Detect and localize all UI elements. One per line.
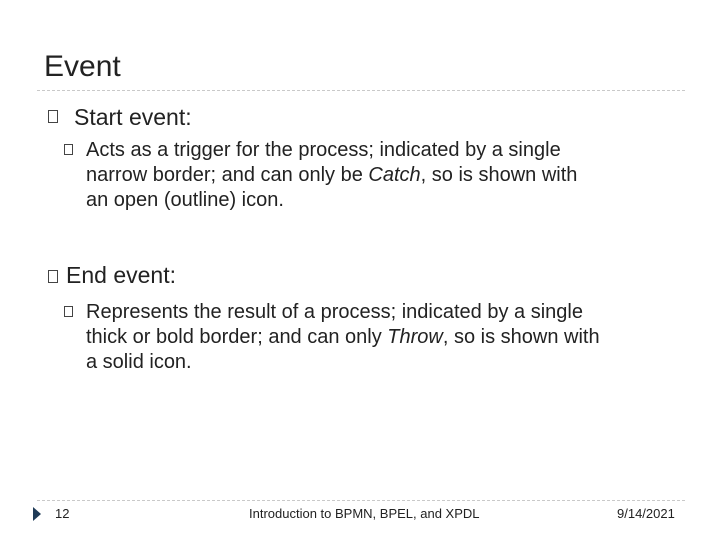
sub-bullet-line (86, 350, 600, 375)
sub-bullet-line (86, 325, 600, 350)
text-run: an open (outline) icon. (86, 189, 284, 211)
bullet-end-event: End event: (66, 262, 176, 288)
text-run: a solid icon. (86, 351, 192, 373)
footer-triangle-icon (33, 507, 41, 521)
slide-title: Event (44, 50, 121, 83)
bullet-start-event: Start event: (74, 104, 192, 130)
sub-bullet-end-event (86, 300, 600, 375)
sub-bullet-square-icon (64, 306, 73, 317)
text-run: , so is shown with (420, 164, 578, 186)
text-run: Represents the result of a process; indicated by a single (86, 301, 583, 323)
sub-bullet-line (86, 188, 577, 213)
title-divider (37, 90, 685, 91)
italic-term: Throw (387, 326, 443, 348)
footer-title: Introduction to BPMN, BPEL, and XPDL (249, 506, 480, 521)
text-run: thick or bold border; and can only (86, 326, 388, 348)
sub-bullet-line (86, 300, 600, 325)
bullet-square-icon (48, 110, 58, 123)
sub-bullet-square-icon (64, 144, 73, 155)
footer-date: 9/14/2021 (617, 506, 675, 521)
bullet-square-icon (48, 270, 58, 283)
text-run: , so is shown with (442, 326, 600, 348)
text-run: narrow border; and can only be (86, 164, 369, 186)
text-run: Acts as a trigger for the process; indicated by a single (86, 139, 561, 161)
footer-divider (37, 500, 685, 501)
italic-term: Catch (368, 164, 421, 186)
sub-bullet-line (86, 138, 577, 163)
page-number: 12 (55, 506, 70, 521)
sub-bullet-start-event (86, 138, 577, 213)
sub-bullet-line (86, 163, 577, 188)
